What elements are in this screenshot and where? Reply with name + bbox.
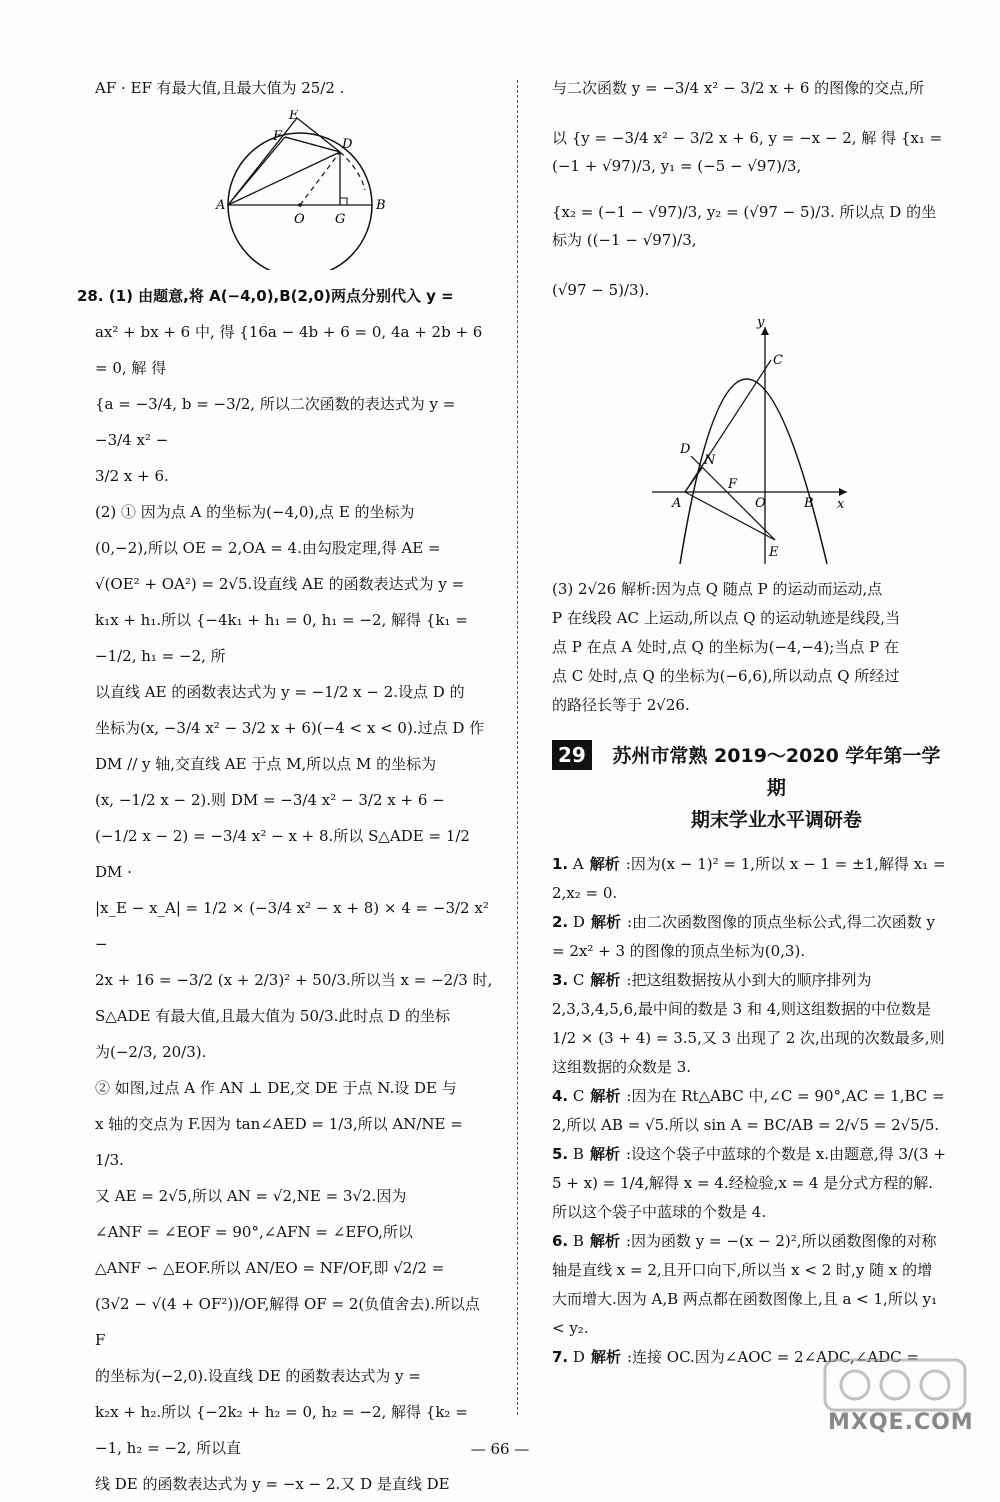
text-line: 为(−2/3, 20/3). — [95, 1043, 207, 1061]
text-line — [77, 278, 495, 314]
text-line: (0,−2),所以 OE = 2,OA = 4.由勾股定理,得 AE = — [95, 539, 441, 557]
circle-figure — [95, 110, 495, 270]
text-line: (√97 − 5)/3). — [552, 281, 650, 299]
answer-item — [552, 850, 947, 908]
text-line: |x_E − x_A| = 1/2 × (−3/4 x² − x + 8) × 4 = −3/2 x² − — [95, 899, 489, 953]
answer-item — [552, 908, 947, 966]
section-title — [606, 740, 947, 836]
text-line: AF · EF 有最大值,且最大值为 25/2 . — [95, 79, 345, 97]
fig-label-D: D — [342, 137, 353, 152]
answer-label: 解析 — [589, 1232, 620, 1250]
answer-choice: C — [572, 971, 585, 989]
answer-item — [552, 966, 947, 1082]
right-column — [552, 70, 947, 1372]
answer-choice: A — [572, 855, 584, 873]
text-line: P 在线段 AC 上运动,所以点 Q 的运动轨迹是线段,当 — [552, 609, 901, 627]
answer-text: :由二次函数图像的顶点坐标公式,得二次函数 y = 2x² + 3 的图像的顶点坐标为(0,3). — [552, 913, 936, 960]
fig-label-D: D — [680, 442, 691, 457]
text-line: 的路径长等于 2√26. — [552, 696, 690, 714]
text-line: DM // y 轴,交直线 AE 于点 M,所以点 M 的坐标为 — [95, 755, 437, 773]
answer-number: 7. — [552, 1348, 569, 1366]
text-line: 以 {y = −3/4 x² − 3/2 x + 6, y = −x − 2, 解 得 {x₁ = (−1 + √97)/3, y₁ = (−5 − √97)/3, — [552, 129, 943, 175]
text-line: 线 DE 的函数表达式为 y = −x − 2.又 D 是直线 DE — [95, 1475, 450, 1493]
text-line: 坐标为(x, −3/4 x² − 3/2 x + 6)(−4 < x < 0).过点 D 作 — [95, 719, 485, 737]
answer-item — [552, 1140, 947, 1227]
text-line: {x₂ = (−1 − √97)/3, y₂ = (√97 − 5)/3. 所以点 D 的坐标为 ((−1 − √97)/3, — [552, 203, 937, 249]
answer-label: 解析 — [590, 913, 621, 931]
answer-text: :连接 OC.因为∠AOC = 2∠ADC,∠ADC = — [626, 1348, 920, 1366]
answer-label: 解析 — [589, 855, 620, 873]
section-title-line1: 苏州市常熟 2019～2020 学年第一学期 — [612, 745, 941, 799]
text-line: S△ADE 有最大值,且最大值为 50/3.此时点 D 的坐标 — [95, 1007, 450, 1025]
answer-number: 3. — [552, 971, 569, 989]
section-header — [552, 740, 947, 836]
text-line: √(OE² + OA²) = 2√5.设直线 AE 的函数表达式为 y = — [95, 575, 465, 593]
answer-text: :因为在 Rt△ABC 中,∠C = 90°,AC = 1,BC = 2,所以 AB = √5.所以 sin A = BC/AB = 2/√5 = 2√5/5. — [552, 1087, 945, 1134]
text-line: 与二次函数 y = −3/4 x² − 3/2 x + 6 的图像的交点,所 — [552, 79, 924, 97]
text-line: 2x + 16 = −3/2 (x + 2/3)² + 50/3.所以当 x = −2/3 时, — [95, 971, 493, 989]
text-line: 点 P 在点 A 处时,点 Q 的坐标为(−4,−4);当点 P 在 — [552, 638, 899, 656]
section-number: 29 — [552, 740, 592, 770]
answer-choice: B — [572, 1145, 584, 1163]
question-28: 28. (1) 由题意,将 A(−4,0),B(2,0)两点分别代入 y = — [77, 287, 454, 305]
page-number: — 66 — — [470, 1440, 530, 1458]
text-line: ∠ANF = ∠EOF = 90°,∠AFN = ∠EFO,所以 — [95, 1223, 413, 1241]
fig-label-F: F — [273, 129, 283, 144]
fig-label-B: B — [376, 198, 386, 213]
text-line: {a = −3/4, b = −3/2, 所以二次函数的表达式为 y = −3/4 x² − — [95, 395, 456, 449]
text-line: △ANF ∽ △EOF.所以 AN/EO = NF/OF,即 √2/2 = — [95, 1259, 445, 1277]
fig-label-N: N — [704, 453, 716, 468]
fig-label-E: E — [289, 110, 299, 123]
text-line: ax² + bx + 6 中, 得 {16a − 4b + 6 = 0, 4a + 2b + 6 = 0, 解 得 — [95, 323, 483, 377]
text-line: (x, −1/2 x − 2).则 DM = −3/4 x² − 3/2 x + 6 − — [95, 791, 445, 809]
fig-label-A: A — [672, 496, 682, 511]
answer-text: :把这组数据按从小到大的顺序排列为 2,3,3,4,5,6,最中间的数是 3 和 4,则这组数据的中位数是 1/2 × (3 + 4) = 3.5,又 3 出现了 2 次,出现的次数最多,则这组数据的众数是 3. — [552, 971, 945, 1076]
answer-choice: B — [572, 1232, 584, 1250]
text-line: 的坐标为(−2,0).设直线 DE 的函数表达式为 y = — [95, 1367, 421, 1385]
answer-item — [552, 1082, 947, 1140]
answer-text: :因为函数 y = −(x − 2)²,所以函数图像的对称轴是直线 x = 2,且开口向下,所以当 x < 2 时,y 随 x 的增大而增大.因为 A,B 两点都在函数图像上,且 a < 1,所以 y₁ < y₂. — [552, 1232, 938, 1337]
text-line: 3/2 x + 6. — [95, 467, 169, 485]
fig-label-O: O — [294, 212, 305, 227]
fig-label-A: A — [216, 198, 226, 213]
answer-label: 解析 — [589, 1145, 620, 1163]
text-line: (3√2 − √(4 + OF²))/OF,解得 OF = 2(负值舍去).所以点 F — [95, 1295, 480, 1349]
fig-label-y: y — [757, 315, 765, 330]
left-column — [77, 70, 495, 1502]
answer-number: 5. — [552, 1145, 569, 1163]
fig-label-x: x — [837, 497, 845, 512]
answer-number: 2. — [552, 913, 569, 931]
answer-choice: C — [572, 1087, 585, 1105]
answer-number: 4. — [552, 1087, 569, 1105]
text-line: (3) 2√26 解析:因为点 Q 随点 P 的运动而运动,点 — [552, 580, 883, 598]
text-line: (2) ① 因为点 A 的坐标为(−4,0),点 E 的坐标为 — [95, 503, 415, 521]
answer-choice: D — [572, 913, 585, 931]
watermark-text: MXQE.COM — [828, 1410, 974, 1435]
fig-label-C: C — [773, 353, 783, 368]
text-line: x 轴的交点为 F.因为 tan∠AED = 1/3,所以 AN/NE = 1/3. — [95, 1115, 463, 1169]
fig-label-O: O — [755, 496, 766, 511]
answer-number: 1. — [552, 855, 569, 873]
parabola-figure — [552, 312, 947, 567]
text-line: 点 C 处时,点 Q 的坐标为(−6,6),所以动点 Q 所经过 — [552, 667, 900, 685]
answer-label: 解析 — [590, 1348, 621, 1366]
answer-label: 解析 — [590, 1087, 621, 1105]
answer-choice: D — [572, 1348, 585, 1366]
text-line: (−1/2 x − 2) = −3/4 x² − x + 8.所以 S△ADE = 1/2 DM · — [95, 827, 470, 881]
text-line: 又 AE = 2√5,所以 AN = √2,NE = 3√2.因为 — [95, 1187, 407, 1205]
answer-number: 6. — [552, 1232, 569, 1250]
watermark-logo-icon — [820, 1355, 970, 1415]
fig-label-G: G — [335, 212, 346, 227]
fig-label-F: F — [728, 477, 738, 492]
answer-list — [552, 850, 947, 1372]
text-line: k₂x + h₂.所以 {−2k₂ + h₂ = 0, h₂ = −2, 解得 {k₂ = −1, h₂ = −2, 所以直 — [95, 1403, 468, 1457]
text-line: k₁x + h₁.所以 {−4k₁ + h₁ = 0, h₁ = −2, 解得 {k₁ = −1/2, h₁ = −2, 所 — [95, 611, 468, 665]
answer-label: 解析 — [590, 971, 621, 989]
text-line: ② 如图,过点 A 作 AN ⊥ DE,交 DE 于点 N.设 DE 与 — [95, 1079, 457, 1097]
fig-label-B: B — [804, 496, 814, 511]
fig-label-E: E — [769, 545, 779, 560]
answer-text: :因为(x − 1)² = 1,所以 x − 1 = ±1,解得 x₁ = 2,x₂ = 0. — [552, 855, 946, 902]
column-divider — [517, 80, 518, 1415]
section-title-line2: 期末学业水平调研卷 — [690, 809, 862, 831]
answer-item — [552, 1227, 947, 1343]
text-line: 以直线 AE 的函数表达式为 y = −1/2 x − 2.设点 D 的 — [95, 683, 465, 701]
answer-text: :设这个袋子中蓝球的个数是 x.由题意,得 3/(3 + 5 + x) = 1/4,解得 x = 4.经检验,x = 4 是分式方程的解.所以这个袋子中蓝球的个数是 4. — [552, 1145, 946, 1221]
